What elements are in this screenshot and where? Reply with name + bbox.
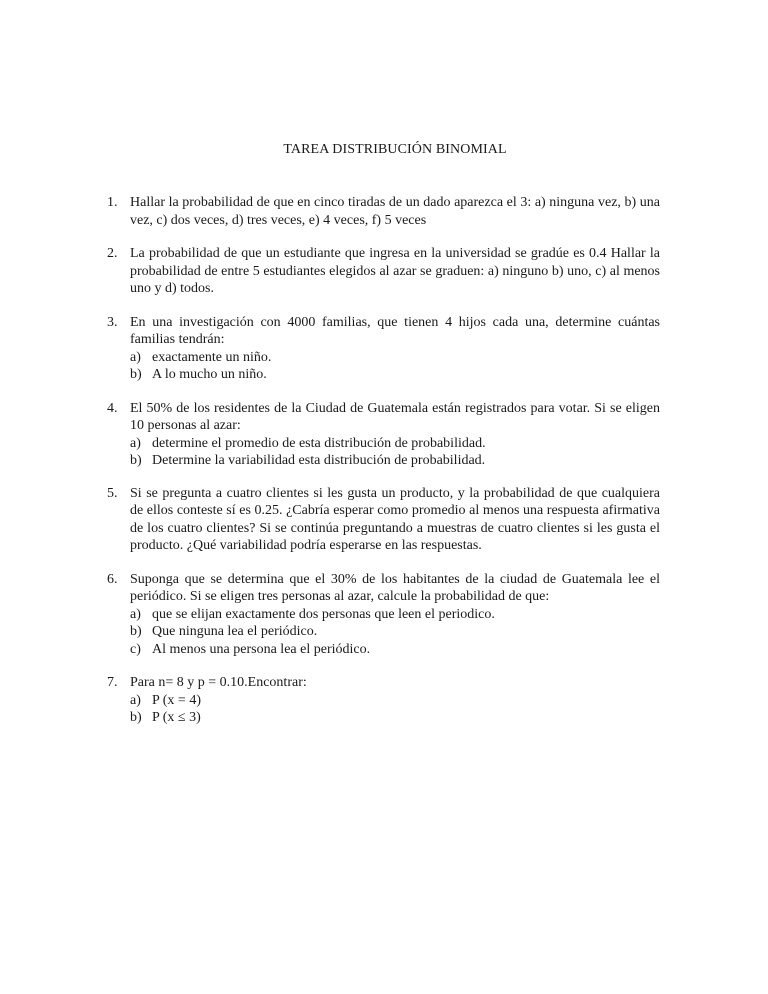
sub-question-letter: a) [130, 606, 141, 622]
exercise-text: Si se pregunta a cuatro clientes si les gusta un producto, y la probabilidad de que cualquiera de ellos conteste sí es 0.25. ¿Cabría esperar como promedio al menos una respuesta afirmativa de los cuatro clientes? Si se continúa preguntando a muestras de cuatro clientes si les gusta el producto. ¿Qué variabilidad podría esperarse en las respuestas. [130, 485, 660, 553]
document-title: TAREA DISTRIBUCIÓN BINOMIAL [283, 142, 507, 157]
sub-question-text: que se elijan exactamente dos personas que leen el periodico. [152, 606, 495, 622]
sub-question-letter: b) [130, 710, 142, 725]
exercise-text: El 50% de los residentes de la Ciudad de Guatemala están registrados para votar. Si se eligen 10 personas al azar: [130, 400, 660, 433]
exercise-text: Suponga que se determina que el 30% de los habitantes de la ciudad de Guatemala lee el periódico. Si se eligen tres personas al azar, calcule la probabilidad de que: [130, 571, 660, 604]
exercise-text: Para n= 8 y p = 0.10.Encontrar: [130, 675, 307, 690]
exercise-number: 1. [107, 195, 118, 210]
sub-question-list [130, 606, 660, 659]
exercise-number: 6. [107, 571, 118, 587]
exercise-number: 2. [107, 246, 118, 261]
exercise-item-1 [107, 194, 660, 229]
sub-question-text: Determine la variabilidad esta distribución de probabilidad. [152, 453, 486, 468]
exercise-text: Hallar la probabilidad de que en cinco tiradas de un dado aparezca el 3: a) ninguna vez, b) una vez, c) dos veces, d) tres veces, e) 4 veces, f) 5 veces [130, 195, 660, 228]
sub-question-text: Al menos una persona lea el periódico. [152, 641, 371, 657]
exercise-list [107, 194, 660, 743]
sub-question-list [130, 692, 660, 727]
sub-question [130, 452, 660, 470]
exercise-item-7 [107, 674, 660, 727]
sub-question-list [130, 435, 660, 470]
exercise-item-2 [107, 245, 660, 298]
sub-question [130, 366, 660, 384]
exercise-item-3 [107, 314, 660, 384]
sub-question-letter: c) [130, 641, 141, 657]
sub-question-letter: b) [130, 624, 142, 639]
sub-question-text: A lo mucho un niño. [152, 367, 267, 382]
sub-question [130, 623, 660, 641]
sub-question-letter: b) [130, 453, 142, 468]
exercise-text: En una investigación con 4000 familias, que tienen 4 hijos cada una, determine cuántas familias tendrán: [130, 314, 660, 347]
exercise-item-5 [107, 485, 660, 555]
sub-question-letter: a) [130, 435, 141, 451]
sub-question [130, 709, 660, 727]
exercise-number: 3. [107, 314, 118, 330]
sub-question-letter: b) [130, 367, 142, 382]
sub-question-text: exactamente un niño. [152, 349, 272, 365]
exercise-item-6 [107, 571, 660, 659]
exercise-number: 7. [107, 675, 118, 690]
sub-question [130, 606, 660, 624]
sub-question [130, 641, 660, 659]
sub-question-text: P (x = 4) [152, 692, 201, 708]
sub-question [130, 692, 660, 710]
sub-question [130, 349, 660, 367]
sub-question-text: P (x ≤ 3) [152, 710, 201, 725]
sub-question-letter: a) [130, 349, 141, 365]
exercise-text: La probabilidad de que un estudiante que ingresa en la universidad se gradúe es 0.4 Hallar la probabilidad de entre 5 estudiantes elegidos al azar se graduen: a) ninguno b) uno, c) al menos uno y d) todos. [130, 246, 660, 296]
sub-question-text: determine el promedio de esta distribución de probabilidad. [152, 435, 486, 451]
sub-question [130, 435, 660, 453]
exercise-number: 4. [107, 400, 118, 416]
sub-question-letter: a) [130, 692, 141, 708]
sub-question-list [130, 349, 660, 384]
sub-question-text: Que ninguna lea el periódico. [152, 624, 318, 639]
exercise-item-4 [107, 400, 660, 470]
exercise-number: 5. [107, 485, 118, 501]
